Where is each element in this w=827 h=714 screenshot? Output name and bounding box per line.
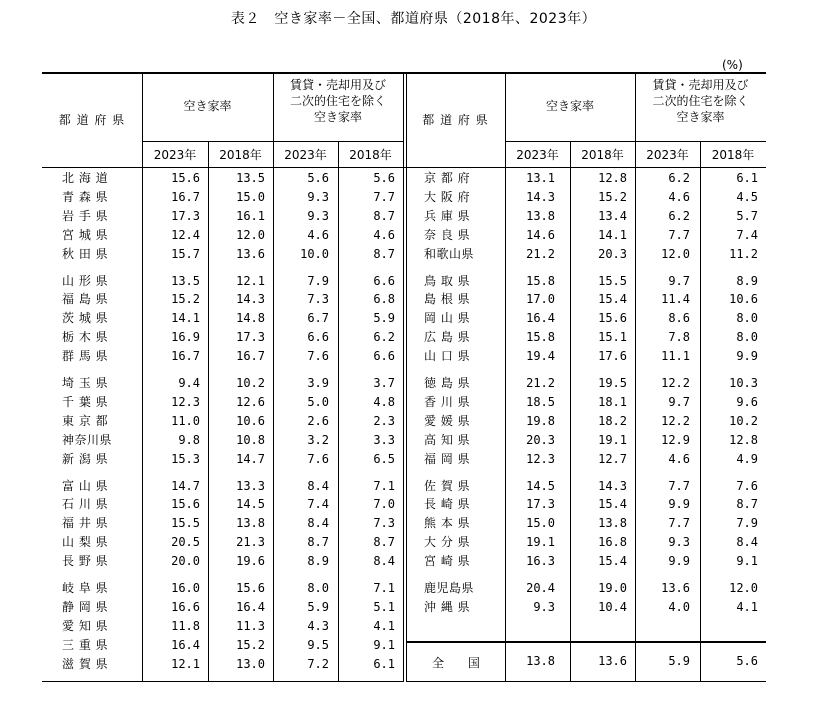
value-e2023: 6.2: [668, 171, 690, 185]
prefecture-name: 千 葉 県: [62, 395, 109, 409]
value-e2023: 10.0: [300, 247, 329, 261]
header-excl-line3-right: 空き家率: [676, 110, 725, 124]
prefecture-name: 京 都 府: [424, 171, 471, 185]
value-v2018: 13.8: [236, 516, 265, 530]
value-v2023: 9.3: [533, 600, 555, 614]
value-v2023: 11.0: [171, 414, 200, 428]
value-e2023: 8.9: [307, 554, 329, 568]
value-e2023: 7.9: [307, 274, 329, 288]
value-e2018: 7.7: [373, 190, 395, 204]
prefecture-name: 大 分 県: [424, 535, 471, 549]
value-v2023: 16.7: [171, 190, 200, 204]
value-v2018: 19.6: [236, 554, 265, 568]
value-e2023: 7.4: [307, 497, 329, 511]
value-v2018: 20.3: [598, 247, 627, 261]
prefecture-name: 広 島 県: [424, 330, 471, 344]
value-e2023: 5.0: [307, 395, 329, 409]
value-e2023: 12.0: [661, 247, 690, 261]
value-v2023: 12.3: [171, 395, 200, 409]
value-v2018: 19.1: [598, 433, 627, 447]
value-v2023: 20.5: [171, 535, 200, 549]
value-v2018: 13.8: [598, 516, 627, 530]
header-year2023-b: 2023年: [284, 148, 327, 162]
value-v2018: 14.7: [236, 452, 265, 466]
prefecture-name: 鳥 取 県: [424, 274, 471, 288]
value-v2018: 14.3: [598, 479, 627, 493]
value-e2023: 7.8: [668, 330, 690, 344]
header-year2023-c: 2023年: [516, 148, 559, 162]
value-v2023: 20.0: [171, 554, 200, 568]
prefecture-name: 兵 庫 県: [424, 209, 471, 223]
prefecture-name: 島 根 県: [424, 292, 471, 306]
value-v2018: 16.1: [236, 209, 265, 223]
header-year2023-a: 2023年: [153, 148, 197, 162]
value-v2018: 19.0: [598, 581, 627, 595]
prefecture-name: 宮 城 県: [62, 228, 109, 242]
value-v2018: 12.7: [598, 452, 627, 466]
value-v2023: 14.1: [171, 311, 200, 325]
value-e2023: 3.9: [307, 376, 329, 390]
value-v2018: 17.3: [236, 330, 265, 344]
value-v2018: 10.2: [236, 376, 265, 390]
value-v2018: 13.6: [236, 247, 265, 261]
prefecture-name: 秋 田 県: [62, 247, 109, 261]
value-e2018: 8.7: [373, 535, 395, 549]
value-e2018: 4.1: [736, 600, 758, 614]
value-v2023: 14.3: [526, 190, 555, 204]
total-bottom-rule: [406, 681, 766, 682]
value-e2018: 8.7: [373, 209, 395, 223]
value-e2018: 4.5: [736, 190, 758, 204]
value-e2023: 12.2: [661, 414, 690, 428]
prefecture-name: 岡 山 県: [424, 311, 471, 325]
value-v2018: 14.8: [236, 311, 265, 325]
value-v2023: 15.8: [526, 330, 555, 344]
value-e2018: 10.6: [729, 292, 758, 306]
value-v2018: 13.4: [598, 209, 627, 223]
value-e2023: 8.0: [307, 581, 329, 595]
prefecture-name: 山 形 県: [62, 274, 109, 288]
total-e2018: 5.6: [736, 654, 758, 668]
value-e2023: 4.6: [307, 228, 329, 242]
prefecture-name: 茨 城 県: [62, 311, 109, 325]
header-year2018-c: 2018年: [581, 148, 624, 162]
value-v2023: 15.6: [171, 497, 200, 511]
total-v2018: 13.6: [598, 654, 627, 668]
total-e2023: 5.9: [668, 654, 690, 668]
prefecture-name: 山 口 県: [424, 349, 471, 363]
prefecture-name: 和歌山県: [424, 247, 475, 261]
value-v2023: 12.1: [171, 657, 200, 671]
value-e2018: 7.4: [736, 228, 758, 242]
header-excl-line3-left: 空き家率: [313, 110, 362, 124]
value-e2018: 8.4: [373, 554, 395, 568]
value-v2023: 21.2: [526, 247, 555, 261]
value-v2018: 13.0: [236, 657, 265, 671]
prefecture-name: 愛 知 県: [62, 619, 109, 633]
value-e2018: 5.6: [373, 171, 395, 185]
prefecture-name: 滋 賀 県: [62, 657, 109, 671]
value-e2023: 7.6: [307, 349, 329, 363]
value-v2023: 9.4: [178, 376, 200, 390]
value-v2023: 16.3: [526, 554, 555, 568]
value-v2023: 15.5: [171, 516, 200, 530]
value-e2018: 6.1: [373, 657, 395, 671]
prefecture-name: 沖 縄 県: [424, 600, 471, 614]
header-year2018-b: 2018年: [349, 148, 392, 162]
value-v2023: 14.5: [526, 479, 555, 493]
value-e2023: 6.2: [668, 209, 690, 223]
prefecture-name: 福 井 県: [62, 516, 109, 530]
value-v2023: 17.3: [526, 497, 555, 511]
prefecture-name: 熊 本 県: [424, 516, 471, 530]
prefecture-name: 静 岡 県: [62, 600, 109, 614]
header-vacancy-left: 空き家率: [183, 99, 232, 113]
value-e2023: 6.6: [307, 330, 329, 344]
value-e2018: 4.8: [373, 395, 395, 409]
value-v2023: 16.9: [171, 330, 200, 344]
value-e2023: 4.6: [668, 452, 690, 466]
value-v2018: 17.6: [598, 349, 627, 363]
value-e2023: 9.7: [668, 395, 690, 409]
value-v2018: 12.1: [236, 274, 265, 288]
value-e2023: 11.1: [661, 349, 690, 363]
value-e2023: 7.7: [668, 479, 690, 493]
value-e2023: 8.6: [668, 311, 690, 325]
value-v2023: 19.8: [526, 414, 555, 428]
value-e2018: 7.3: [373, 516, 395, 530]
value-v2018: 15.4: [598, 292, 627, 306]
value-v2023: 13.1: [526, 171, 555, 185]
header-excl-line1-right: 賃貸・売却用及び: [652, 78, 749, 92]
prefecture-name: 石 川 県: [62, 497, 109, 511]
value-e2018: 6.8: [373, 292, 395, 306]
value-e2023: 7.6: [307, 452, 329, 466]
prefecture-name: 福 島 県: [62, 292, 109, 306]
value-v2018: 15.0: [236, 190, 265, 204]
value-v2023: 15.2: [171, 292, 200, 306]
value-v2023: 13.5: [171, 274, 200, 288]
value-e2023: 8.4: [307, 479, 329, 493]
prefecture-name: 佐 賀 県: [424, 479, 471, 493]
total-label: 全 国: [432, 656, 490, 670]
value-e2023: 4.3: [307, 619, 329, 633]
total-top-rule: [406, 641, 766, 643]
value-e2018: 8.9: [736, 274, 758, 288]
prefecture-name: 栃 木 県: [62, 330, 109, 344]
value-v2023: 12.3: [526, 452, 555, 466]
value-v2023: 13.8: [526, 209, 555, 223]
value-e2023: 9.3: [668, 535, 690, 549]
value-e2018: 9.9: [736, 349, 758, 363]
value-v2018: 10.4: [598, 600, 627, 614]
value-v2023: 20.4: [526, 581, 555, 595]
prefecture-name: 奈 良 県: [424, 228, 471, 242]
value-e2018: 8.7: [736, 497, 758, 511]
value-e2018: 4.6: [373, 228, 395, 242]
prefecture-name: 神奈川県: [62, 433, 113, 447]
header-excl-line2-right: 二次的住宅を除く: [652, 94, 749, 108]
value-e2023: 9.9: [668, 554, 690, 568]
value-v2018: 13.3: [236, 479, 265, 493]
value-e2023: 5.6: [307, 171, 329, 185]
value-e2023: 7.7: [668, 228, 690, 242]
value-e2018: 5.9: [373, 311, 395, 325]
value-v2023: 14.7: [171, 479, 200, 493]
value-e2023: 11.4: [661, 292, 690, 306]
value-e2018: 8.0: [736, 330, 758, 344]
value-v2023: 16.4: [171, 638, 200, 652]
value-v2018: 12.6: [236, 395, 265, 409]
value-v2023: 16.4: [526, 311, 555, 325]
value-e2018: 6.5: [373, 452, 395, 466]
header-prefecture-left: 都 道 府 県: [58, 113, 126, 127]
value-v2018: 14.5: [236, 497, 265, 511]
prefecture-name: 青 森 県: [62, 190, 109, 204]
value-e2018: 8.7: [373, 247, 395, 261]
value-v2023: 15.7: [171, 247, 200, 261]
value-e2023: 12.9: [661, 433, 690, 447]
value-e2023: 9.9: [668, 497, 690, 511]
value-e2023: 9.3: [307, 209, 329, 223]
unit-label: (%): [722, 58, 743, 72]
value-e2018: 7.0: [373, 497, 395, 511]
value-v2023: 20.3: [526, 433, 555, 447]
value-v2018: 15.1: [598, 330, 627, 344]
value-v2018: 15.5: [598, 274, 627, 288]
value-v2023: 15.3: [171, 452, 200, 466]
value-v2018: 19.5: [598, 376, 627, 390]
value-e2018: 6.1: [736, 171, 758, 185]
vline-separator-a: [403, 72, 404, 681]
value-e2018: 9.6: [736, 395, 758, 409]
prefecture-name: 宮 崎 県: [424, 554, 471, 568]
value-e2018: 12.8: [729, 433, 758, 447]
value-v2023: 12.4: [171, 228, 200, 242]
value-e2023: 12.2: [661, 376, 690, 390]
value-v2018: 14.3: [236, 292, 265, 306]
value-e2018: 7.9: [736, 516, 758, 530]
value-v2023: 15.8: [526, 274, 555, 288]
value-v2018: 10.6: [236, 414, 265, 428]
value-e2018: 9.1: [736, 554, 758, 568]
value-e2018: 11.2: [729, 247, 758, 261]
header-excl-line1-left: 賃貸・売却用及び: [289, 78, 386, 92]
prefecture-name: 大 阪 府: [424, 190, 471, 204]
value-v2023: 9.8: [178, 433, 200, 447]
value-v2023: 21.2: [526, 376, 555, 390]
prefecture-name: 新 潟 県: [62, 452, 109, 466]
vline-separator-b: [406, 72, 407, 681]
prefecture-name: 福 岡 県: [424, 452, 471, 466]
value-v2018: 10.8: [236, 433, 265, 447]
value-v2023: 19.4: [526, 349, 555, 363]
value-e2018: 2.3: [373, 414, 395, 428]
value-v2018: 15.2: [598, 190, 627, 204]
prefecture-name: 埼 玉 県: [62, 376, 109, 390]
value-v2023: 14.6: [526, 228, 555, 242]
prefecture-name: 徳 島 県: [424, 376, 471, 390]
value-v2023: 11.8: [171, 619, 200, 633]
left-bottom-rule: [42, 681, 404, 682]
header-year2023-d: 2023年: [646, 148, 689, 162]
value-e2023: 2.6: [307, 414, 329, 428]
value-e2018: 9.1: [373, 638, 395, 652]
value-e2023: 3.2: [307, 433, 329, 447]
value-e2023: 8.7: [307, 535, 329, 549]
prefecture-name: 東 京 都: [62, 414, 109, 428]
value-e2018: 4.1: [373, 619, 395, 633]
value-e2018: 10.3: [729, 376, 758, 390]
value-e2023: 6.7: [307, 311, 329, 325]
header-prefecture-right: 都 道 府 県: [422, 113, 489, 127]
value-v2018: 15.6: [236, 581, 265, 595]
value-e2018: 3.3: [373, 433, 395, 447]
value-e2023: 9.5: [307, 638, 329, 652]
value-e2018: 10.2: [729, 414, 758, 428]
prefecture-name: 富 山 県: [62, 479, 109, 493]
value-e2018: 7.6: [736, 479, 758, 493]
value-e2018: 7.1: [373, 581, 395, 595]
prefecture-name: 山 梨 県: [62, 535, 109, 549]
value-v2018: 13.5: [236, 171, 265, 185]
value-v2018: 12.0: [236, 228, 265, 242]
prefecture-name: 高 知 県: [424, 433, 471, 447]
prefecture-name: 鹿児島県: [424, 581, 475, 595]
value-e2023: 7.3: [307, 292, 329, 306]
value-e2018: 6.6: [373, 274, 395, 288]
header-vacancy-right: 空き家率: [545, 99, 594, 113]
prefecture-name: 長 野 県: [62, 554, 109, 568]
value-e2018: 8.0: [736, 311, 758, 325]
value-v2018: 12.8: [598, 171, 627, 185]
prefecture-name: 香 川 県: [424, 395, 471, 409]
value-e2023: 5.9: [307, 600, 329, 614]
prefecture-name: 三 重 県: [62, 638, 109, 652]
header-year2018-d: 2018年: [711, 148, 755, 162]
value-v2018: 15.6: [598, 311, 627, 325]
value-v2018: 15.2: [236, 638, 265, 652]
value-v2023: 18.5: [526, 395, 555, 409]
value-e2018: 5.7: [736, 209, 758, 223]
value-v2023: 17.3: [171, 209, 200, 223]
table-title: 表２ 空き家率－全国、都道府県（2018年、2023年）: [230, 11, 597, 27]
header-excl-line2-left: 二次的住宅を除く: [289, 94, 386, 108]
value-v2018: 16.7: [236, 349, 265, 363]
prefecture-name: 岐 阜 県: [62, 581, 109, 595]
value-v2018: 15.4: [598, 554, 627, 568]
value-v2023: 16.6: [171, 600, 200, 614]
value-v2018: 16.8: [598, 535, 627, 549]
value-e2023: 7.7: [668, 516, 690, 530]
value-e2023: 4.0: [668, 600, 690, 614]
prefecture-name: 群 馬 県: [62, 349, 109, 363]
value-e2018: 7.1: [373, 479, 395, 493]
prefecture-name: 岩 手 県: [62, 209, 109, 223]
value-v2023: 16.7: [171, 349, 200, 363]
value-v2018: 14.1: [598, 228, 627, 242]
prefecture-name: 長 崎 県: [424, 497, 471, 511]
value-v2018: 21.3: [236, 535, 265, 549]
value-e2018: 5.1: [373, 600, 395, 614]
value-v2018: 18.1: [598, 395, 627, 409]
value-v2018: 16.4: [236, 600, 265, 614]
value-v2018: 18.2: [598, 414, 627, 428]
value-e2023: 8.4: [307, 516, 329, 530]
value-e2023: 13.6: [661, 581, 690, 595]
header-year2018-a: 2018年: [219, 148, 262, 162]
value-e2018: 6.6: [373, 349, 395, 363]
value-e2018: 3.7: [373, 376, 395, 390]
value-e2018: 12.0: [729, 581, 758, 595]
value-e2018: 6.2: [373, 330, 395, 344]
table-top-rule: [42, 72, 766, 74]
value-v2023: 15.6: [171, 171, 200, 185]
value-e2023: 4.6: [668, 190, 690, 204]
value-e2023: 9.7: [668, 274, 690, 288]
prefecture-name: 北 海 道: [62, 171, 109, 185]
value-e2023: 9.3: [307, 190, 329, 204]
value-e2023: 7.2: [307, 657, 329, 671]
value-v2018: 11.3: [236, 619, 265, 633]
prefecture-name: 愛 媛 県: [424, 414, 471, 428]
value-v2023: 16.0: [171, 581, 200, 595]
total-v2023: 13.8: [526, 654, 555, 668]
value-e2018: 4.9: [736, 452, 758, 466]
value-v2018: 15.4: [598, 497, 627, 511]
value-e2018: 8.4: [736, 535, 758, 549]
header-bottom-rule: [42, 167, 766, 168]
value-v2023: 17.0: [526, 292, 555, 306]
value-v2023: 15.0: [526, 516, 555, 530]
value-v2023: 19.1: [526, 535, 555, 549]
